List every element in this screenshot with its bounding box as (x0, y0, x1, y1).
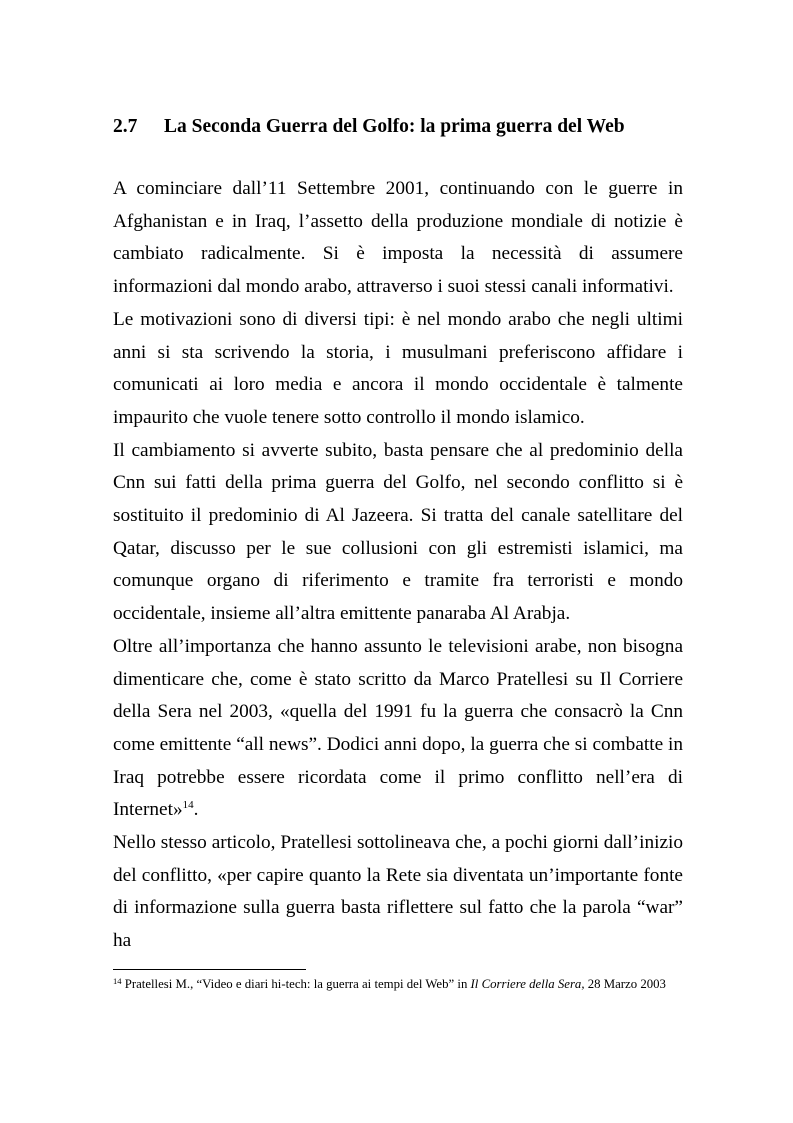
paragraph-4-tail: . (193, 799, 199, 821)
section-heading (113, 113, 683, 141)
footnote-text-before: Pratellesi M., “Video e diari hi-tech: la guerra ai tempi del Web” in (121, 977, 471, 991)
paragraph-3: Il cambiamento si avverte subito, basta pensare che al predominio della Cnn sui fatti della prima guerra del Golfo, nel secondo conflitto si è sostituito il predominio di Al Jazeera. Si tratta del canale satellitare del Qatar, discusso per le sue collusioni con gli estremisti islamici, ma comunque organo di riferimento e tramite fra terroristi e mondo occidentale, insieme all’altra emittente panaraba Al Arabja. (113, 439, 683, 625)
body-text (113, 173, 683, 958)
footnote (113, 976, 683, 993)
footnote-source: Il Corriere della Sera, (470, 977, 585, 991)
footnote-separator (113, 969, 306, 970)
footnote-reference[interactable]: 14 (182, 799, 194, 812)
paragraph-4 (113, 631, 683, 827)
paragraph-5: Nello stesso articolo, Pratellesi sottolineava che, a pochi giorni dall’inizio del conflitto, «per capire quanto la Rete sia diventata un’importante fonte di informazione sulla guerra basta riflettere sul fatto che la parola “war” ha (113, 832, 683, 952)
footnote-text-after: 28 Marzo 2003 (584, 977, 666, 991)
paragraph-4-text: Oltre all’importanza che hanno assunto le televisioni arabe, non bisogna dimenticare che, come è stato scritto da Marco Pratellesi su Il Corriere della Sera nel 2003, «quella del 1991 fu la guerra che consacrò la Cnn come emittente “all news”. Dodici anni dopo, la guerra che si combatte in Iraq potrebbe essere ricordata come il primo conflitto nell’era di Internet» (113, 635, 683, 821)
section-number: 2.7 (113, 116, 138, 137)
paragraph-2: Le motivazioni sono di diversi tipi: è nel mondo arabo che negli ultimi anni si sta scrivendo la storia, i musulmani preferiscono affidare i comunicati ai loro media e ancora il mondo occidentale è talmente impaurito che vuole tenere sotto controllo il mondo islamico. (113, 308, 683, 428)
paragraph-1: A cominciare dall’11 Settembre 2001, continuando con le guerre in Afghanistan e in Iraq, l’assetto della produzione mondiale di notizie è cambiato radicalmente. Si è imposta la necessità di assumere informazioni dal mondo arabo, attraverso i suoi stessi canali informativi. (113, 178, 683, 298)
footnote-number: 14 (113, 976, 122, 986)
section-title: La Seconda Guerra del Golfo: la prima guerra del Web (164, 116, 625, 137)
